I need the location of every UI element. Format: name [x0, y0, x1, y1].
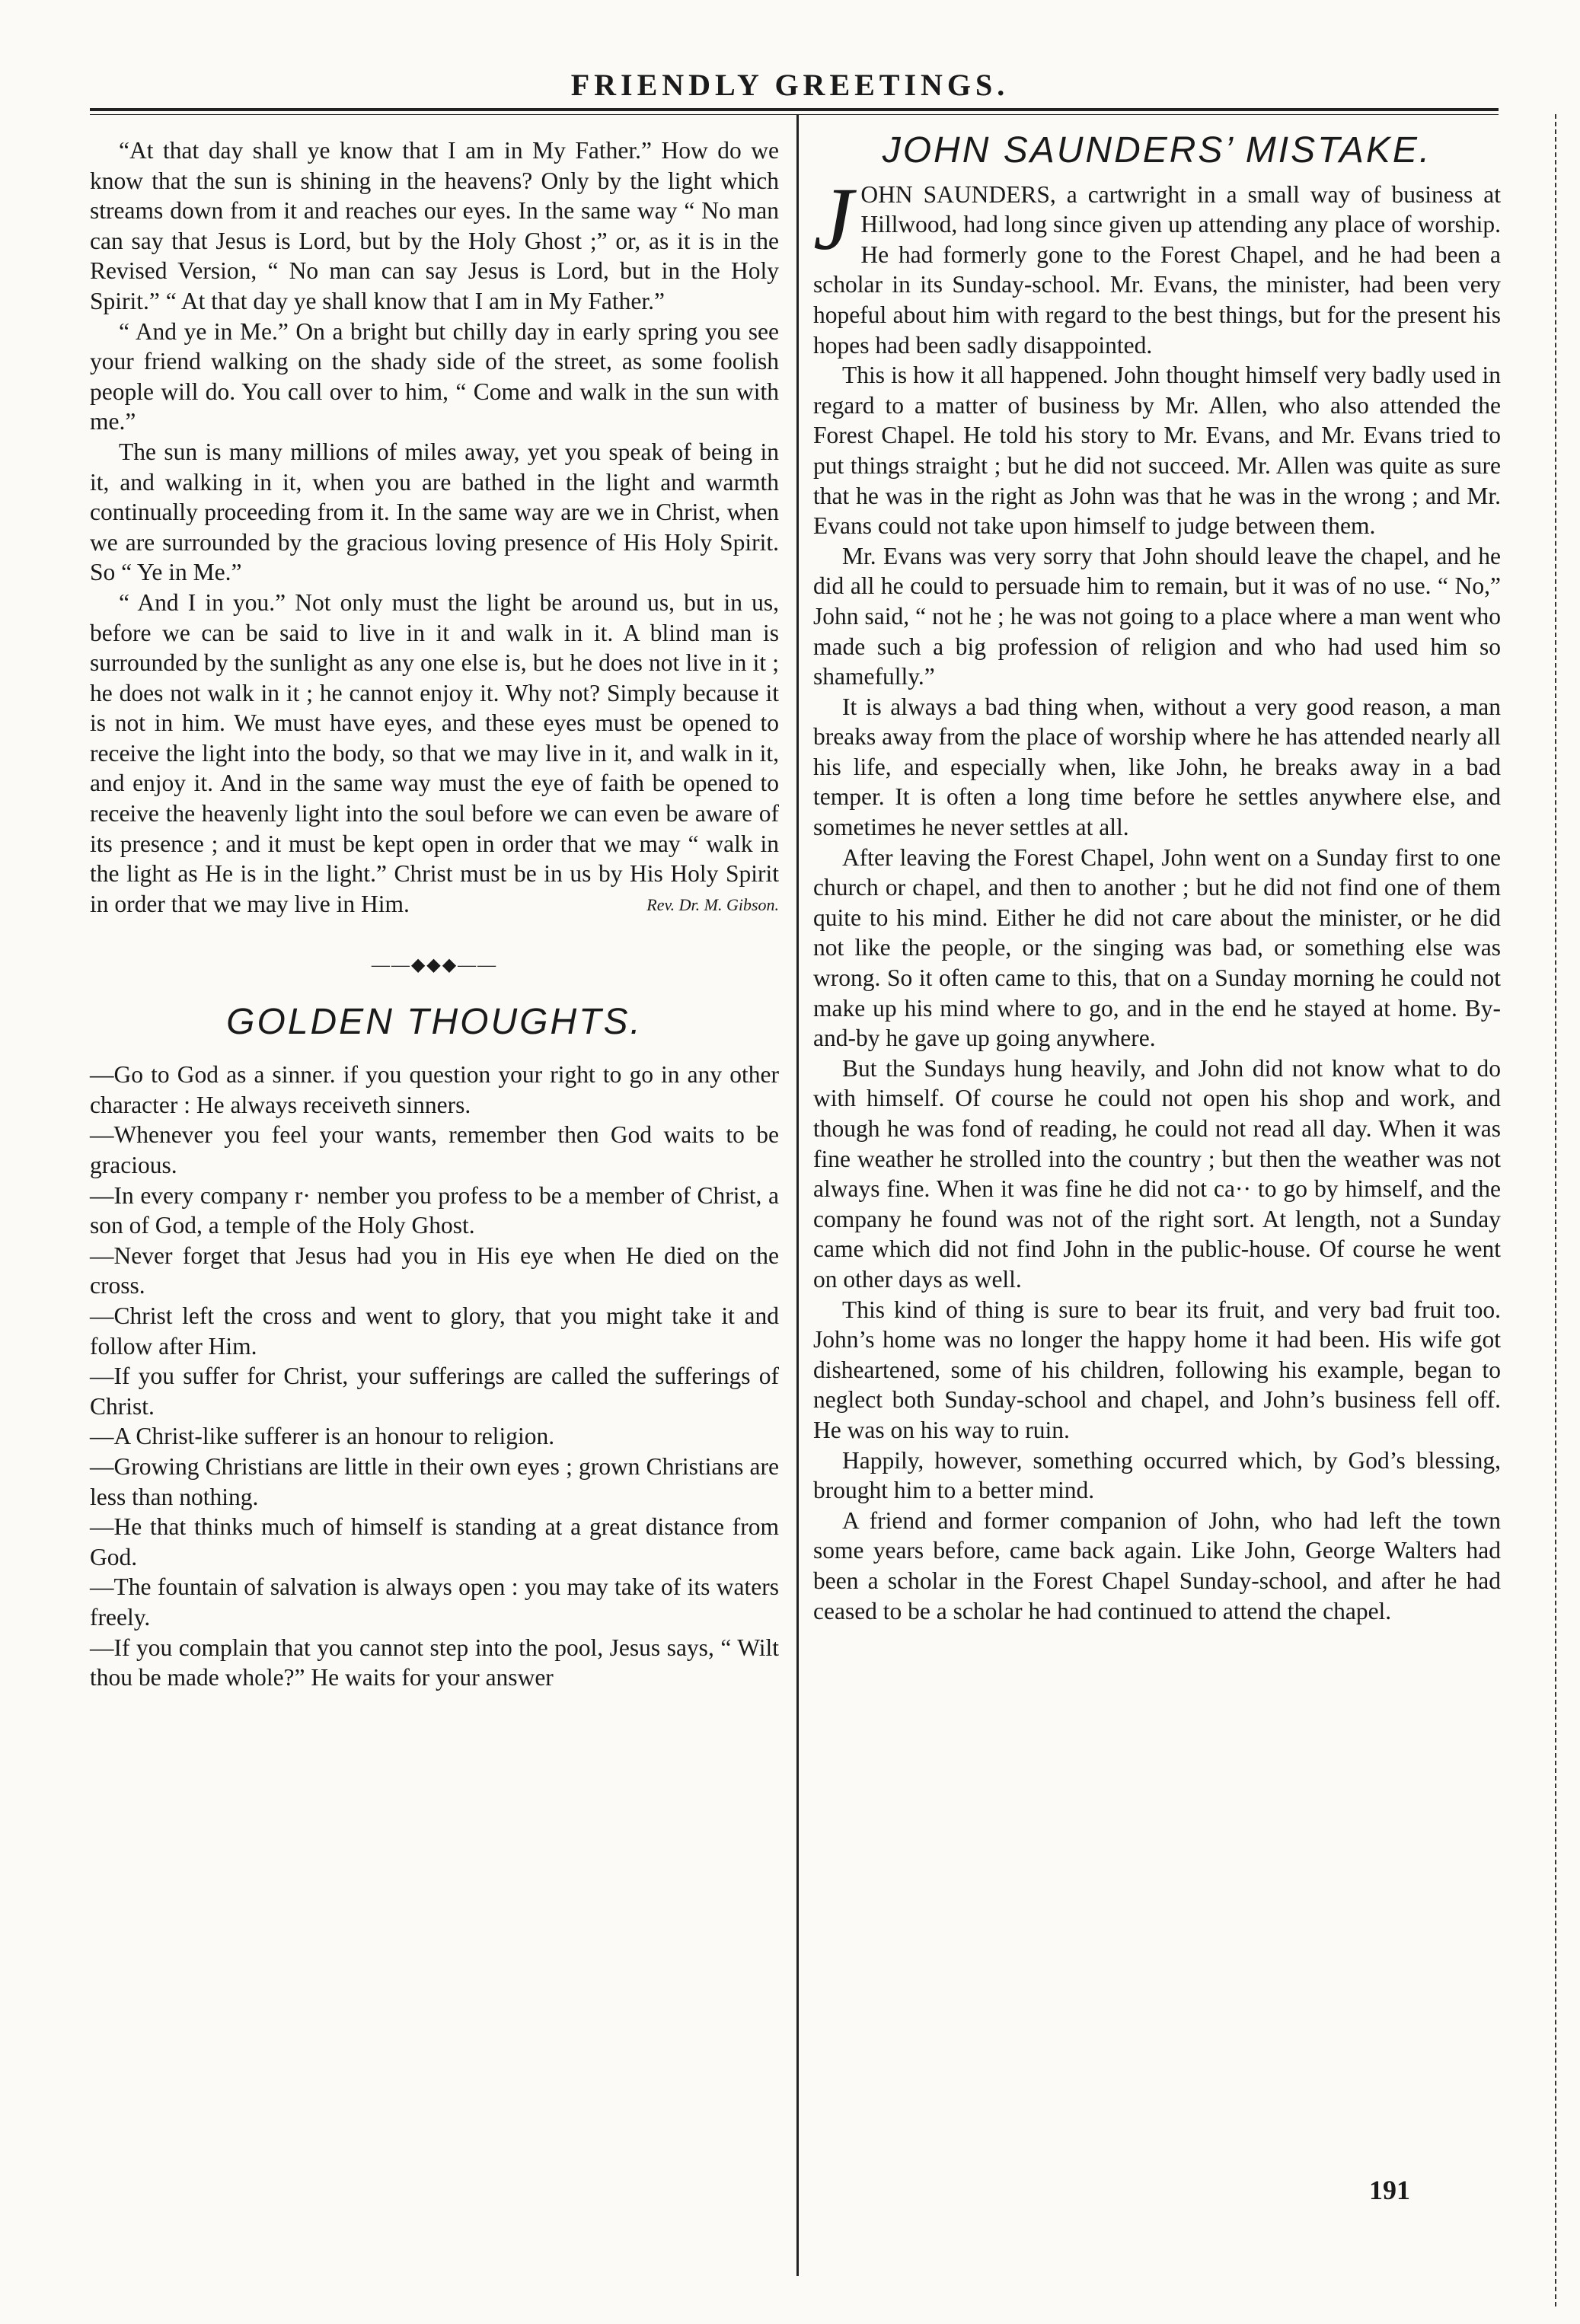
thought-item: —Growing Christians are little in their own eyes ; grown Christians are less than nothing.: [90, 1452, 779, 1510]
golden-thoughts-title: GOLDEN THOUGHTS.: [226, 1001, 643, 1042]
attribution: Rev. Dr. M. Gibson.: [646, 895, 779, 915]
opening-text: a cartwright in a small way of business at Hillwood, had long since given up attending any place of worship. He had formerly gone to the Forest Chapel, and he had been a scholar in its Sunday-school. Mr. Evans, the minister, had been very hopeful about him with regard to the best things, but for the present his hopes had been sadly disappointed.: [813, 180, 1501, 359]
paragraph: After leaving the Forest Chapel, John went on a Sunday first to one church or chapel, and then to another ; but he did not find one of them quite to his mind. Either he did not care about the minister, or he did not like the people, or the singing was bad, or something else was wrong. So it often came to this, that on a Sunday morning he could not make up his mind where to go, and in the end he stayed at home. By-and-by he gave up going anywhere.: [813, 843, 1501, 1052]
thought-item: —The fountain of salvation is always open : you may take of its waters freely.: [90, 1573, 779, 1631]
paragraph: “At that day shall ye know that I am in My Father.” How do we know that the sun is shining in the heavens? Only by the light which streams down from it and reaches our eyes. In the same way “ No man can say that Jesus is Lord, but by the Holy Ghost ;” or, as it is in the Revised Version, “ No man can say Jesus is Lord, but in the Holy Spirit.” “ At that day ye shall know that I am in My Father.”: [90, 137, 779, 314]
thought-item: —Never forget that Jesus had you in His eye when He died on the cross.: [90, 1242, 779, 1299]
paragraph: “ And ye in Me.” On a bright but chilly day in early spring you see your friend walking on the shady side of the street, as some foolish people will do. You call over to him, “ Come and walk in the sun with me.”: [90, 317, 779, 435]
ornament-divider: ——◆◆◆——: [371, 955, 498, 976]
thought-item: —In every company r· nember you profess to be a member of Christ, a son of God, a temple of the Holy Ghost.: [90, 1181, 779, 1239]
paragraph: “ And I in you.” Not only must the light be around us, but in us, before we can be said to live in it and walk in it. A blind man is surrounded by the sunlight as any one else is, but he does not live in it ; he does not walk in it ; he cannot enjoy it. Why not? Simply because it is not in him. We must have eyes, and these eyes must be opened to receive the light into the body, so that we may live in it, and walk in it, and enjoy it. And in the same way must the eye of faith be opened to receive the heavenly light into the soul before we can even be aware of its presence ; and it must be kept open in order that we may “ walk in the light as He is in the light.” Christ must be in us by His Holy Spirit in order that we may live in Him.: [90, 588, 779, 917]
paragraph: Mr. Evans was very sorry that John should leave the chapel, and he did all he could to persuade him to remain, but it was of no use. “ No,” John said, “ not he ; he was not going to a place where a man went who made such a big profession of religion and who had used him so shamefully.”: [813, 542, 1501, 690]
paragraph: This is how it all happened. John thought himself very badly used in regard to a matter of business by Mr. Allen, who also attended the Forest Chapel. He told his story to Mr. Evans, and Mr. Evans tried to put things straight ; but he did not succeed. Mr. Allen was quite as sure that he was in the right as John was that he was in the wrong ; and Mr. Evans could not take upon himself to judge between them.: [813, 362, 1501, 540]
paragraph: This kind of thing is sure to bear its fruit, and very bad fruit too. John’s home was no longer the happy home it had been. His wife got disheartened, some of his children, following his example, began to neglect both Sunday-school and chapel, and John’s business fell off. He was on his way to ruin.: [813, 1296, 1501, 1443]
paragraph: The sun is many millions of miles away, yet you speak of being in it, and walking in it, when you are bathed in the light and warmth continually proceeding from it. In the same way are we in Christ, when we are surrounded by the gracious loving presence of His Holy Spirit. So “ Ye in Me.”: [90, 438, 779, 586]
thought-item: —Go to God as a sinner. if you question your right to go in any other character : He always receiveth sinners.: [90, 1061, 779, 1118]
right-column: [813, 130, 1501, 1626]
header-rule: [90, 108, 1499, 115]
thought-item: —Whenever you feel your wants, remember then God waits to be gracious.: [90, 1121, 779, 1178]
paragraph: But the Sundays hung heavily, and John did not know what to do with himself. Of course he could not open his shop and work, and though he was fond of reading, he could not read all day. When it was fine weather he strolled into the country ; but then the weather was not always fine. When it was fine he did not ca·· to go by himself, and the company he found was not of the right sort. At length, not a Sunday came which did not find John in the public-house. Of course he went on other days as well.: [813, 1054, 1501, 1293]
column-divider: [796, 114, 799, 2276]
drop-cap: J: [813, 168, 854, 269]
thought-item: —If you suffer for Christ, your sufferings are called the sufferings of Christ.: [90, 1363, 779, 1420]
left-column: [90, 135, 779, 1693]
page-number: 191: [1369, 2175, 1410, 2205]
story-title: JOHN SAUNDERS’ MISTAKE.: [882, 130, 1432, 171]
thought-item: —Christ left the cross and went to glory, that you might take it and follow after Him.: [90, 1302, 779, 1360]
opening-smallcaps: OHN SAUNDERS,: [860, 180, 1056, 208]
page-edge: [1555, 114, 1567, 2306]
thought-item: —He that thinks much of himself is standing at a great distance from God.: [90, 1513, 779, 1570]
masthead: FRIENDLY GREETINGS.: [570, 68, 1010, 102]
paragraph: Happily, however, something occurred which, by God’s blessing, brought him to a better mind.: [813, 1446, 1501, 1504]
paragraph: A friend and former companion of John, who had left the town some years before, came back again. Like John, George Walters had been a scholar in the Forest Chapel Sunday-school, and after he had ceased to be a scholar he had continued to attend the chapel.: [813, 1506, 1501, 1624]
paragraph: It is always a bad thing when, without a very good reason, a man breaks away from the place of worship where he has attended nearly all his life, and especially when, like John, he breaks away in a bad temper. It is often a long time before he settles anywhere else, and sometimes he never settles at all.: [813, 693, 1501, 841]
thought-item: —If you complain that you cannot step into the pool, Jesus says, “ Wilt thou be made whole?” He waits for your answer: [90, 1634, 779, 1691]
thought-item: —A Christ-like sufferer is an honour to religion.: [90, 1423, 555, 1450]
opening-paragraph: [813, 168, 1501, 361]
